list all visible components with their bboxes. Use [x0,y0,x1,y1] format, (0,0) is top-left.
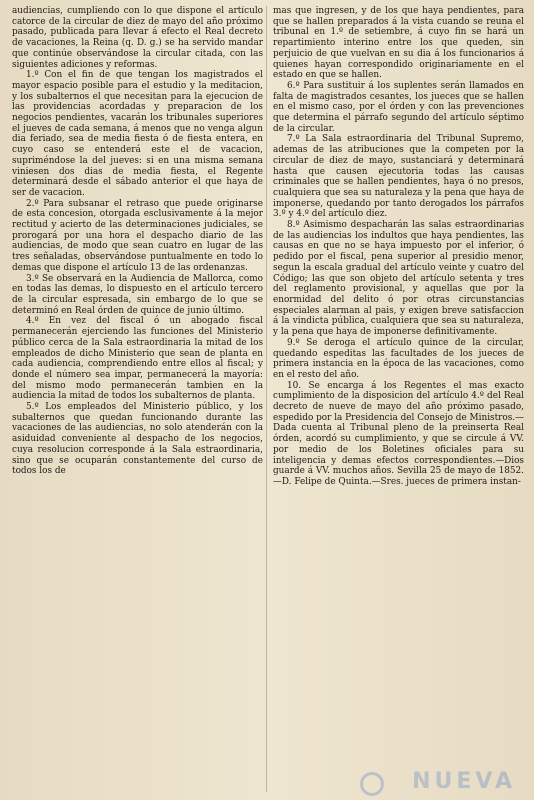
watermark: NUEVA [412,769,516,794]
paragraph: 1.º Con el fin de que tengan los magistrados el mayor espacio posible para el estudio y la meditacion, y los subalternos el que necesitan para la ejecucion de las providencias acordadas y preparacion de los negocios pendientes, vacarán los tribunales superiores el jueves de cada semana, á menos que no venga algun dia feriado, sea de media fiesta ó de fiesta entera, en cuyo caso se entenderá este el de vacacion, supriméndose la del jueves: si en una misma semana viniesen dos dias de media fiesta, el Regente determinará desde el sábado anterior el que haya de ser de vacacion. [12,70,263,198]
paragraph: 2.º Para subsanar el retraso que puede originarse de esta concesion, otorgada esclusivamente á la mejor rectitud y acierto de las determinaciones judiciales, se prorogará por una hora el despacho diario de las audiencias, de modo que sean cuatro en lugar de las tres señaladas, observándose puntualmente en todo lo demas que dispone el artículo 13 de las ordenanzas. [12,198,263,273]
paragraph: audiencias, cumpliendo con lo que dispone el artículo catorce de la circular de diez de mayo del año próximo pasado, publicada para llevar á efecto el Real decreto de vacaciones, la Reina (q. D. g.) se ha servido mandar que continúe observándose la circular citada, con las siguientes adiciones y reformas. [12,6,263,70]
watermark-seal-icon [360,772,384,796]
paragraph: mas que ingresen, y de los que haya pendientes, para que se hallen preparados á la vista cuando se reuna el tribunal en 1.º de setiembre, á cuyo fin se hará un repartimiento interino entre los que queden, sin perjuicio de que vuelvan en su dia á los funcionarios á quienes hayan correspondido originariamente en el estado en que se hallen. [273,6,524,81]
paragraph: 4.º En vez del fiscal ó un abogado fiscal permanecerán ejerciendo las funciones del Ministerio público cerca de la Sala estraordinaria la mitad de los empleados de dicho Ministerio que sean de planta en cada audiencia, comprendiendo entre ellos al fiscal; y donde el número sea impar, permanecerá la mayoría: del mismo modo permanecerán tambien en la audiencia la mitad de todos los subalternos de planta. [12,316,263,402]
paragraph: 7.º La Sala estraordinaria del Tribunal Supremo, ademas de las atribuciones que la competen por la circular de diez de mayo, sustanciará y determinará hasta que causen ejecutoria todas las causas criminales que se hallen pendientes, haya ó no presos, cualquiera que sea su naturaleza y la pena que haya de imponerse, quedando por tanto derogados los párrafos 3.º y 4.º del artículo diez. [273,134,524,220]
right-column [273,6,524,792]
paragraph: 3.º Se observará en la Audiencia de Mallorca, como en todas las demas, lo dispuesto en el artículo tercero de la circular espresada, sin embargo de lo que se determinó en Real órden de quince de junio último. [12,273,263,316]
left-column [12,6,263,792]
paragraph: 5.º Los empleados del Ministerio público, y los subalternos que quedan funcionando durante las vacaciones de las audiencias, no solo atenderán con la asiduidad conveniente al despacho de los negocios, cuya resolucion corresponde á la Sala estraordinaria, sino que se ocuparán constantemente del curso de todos los de [12,402,263,477]
paragraph: 8.º Asimismo despacharán las salas estraordinarias de las audiencias los indultos que haya pendientes, las causas en que no se haya impuesto por el inferior, ó pedido por el fiscal, pena superior al presidio menor, segun la escala gradual del artículo veinte y cuatro del Código; las que son objeto del artículo setenta y tres del reglamento provisional, y aquellas que por la enormidad del delito ó por otras circunstancias especiales alarman al pais, y exigen breve satisfaccion á la vindicta pública, cualquiera que sea su naturaleza, y la pena que haya de imponerse definitivamente. [273,220,524,338]
paragraph: 9.º Se deroga el artículo quince de la circular, quedando espeditas las facultades de los jueces de primera instancia en la época de las vacaciones, como en el resto del año. [273,337,524,380]
column-rule [266,6,267,792]
paragraph: 6.º Para sustituir á los suplentes serán llamados en falta de magistrados cesantes, los jueces que se hallen en el mismo caso, por el órden y con las prevenciones que determina el párrafo segundo del artículo séptimo de la circular. [273,80,524,134]
paragraph: 10. Se encarga á los Regentes el mas exacto cumplimiento de la disposicion del artículo 4.º del Real decreto de nueve de mayo del año próximo pasado, espedido por la Presidencia del Consejo de Ministros.—Dada cuenta al Tribunal pleno de la preinserta Real órden, acordó su cumplimiento, y que se circule á VV. por medio de los Boletines oficiales para su inteligencia y demas efectos correspondientes.—Dios guarde á VV. muchos años. Sevilla 25 de mayo de 1852.—D. Felipe de Quinta.—Sres. jueces de primera instan- [273,380,524,487]
